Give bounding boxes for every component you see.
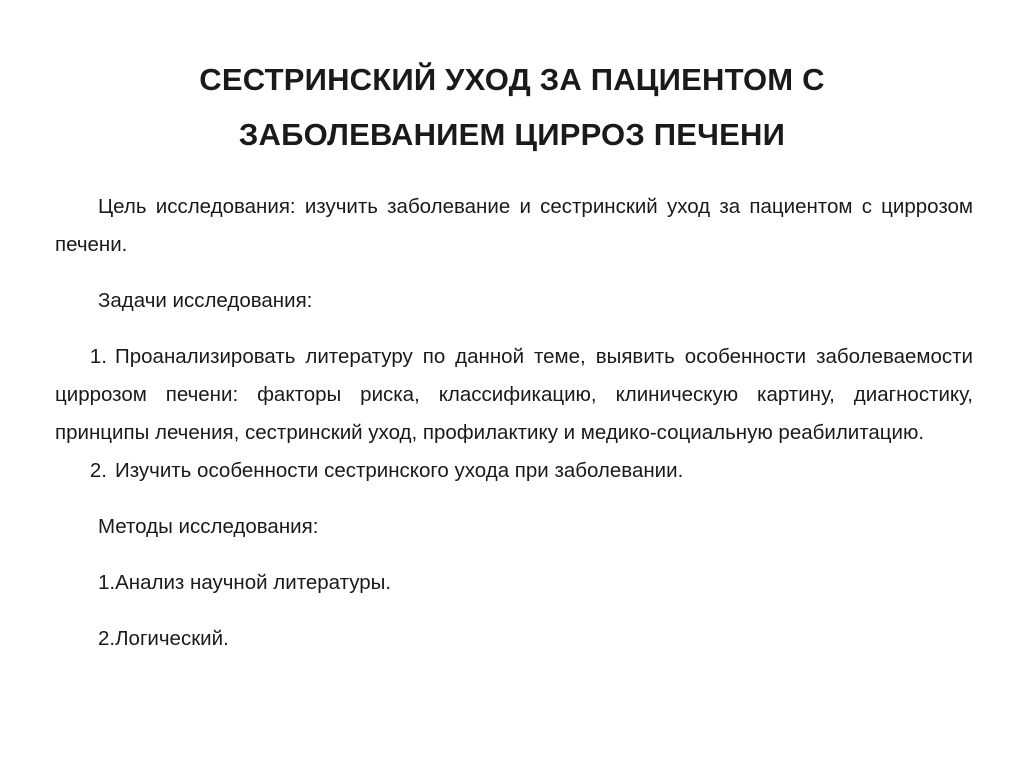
goal-paragraph: Цель исследования: изучить заболевание и сестринский уход за пациентом с циррозом печени. — [55, 195, 973, 256]
task-item-2 — [55, 452, 973, 490]
title-line-2: ЗАБОЛЕВАНИЕМ ЦИРРОЗ ПЕЧЕНИ — [238, 117, 786, 152]
methods-heading: Методы исследования: — [98, 515, 319, 538]
task-number-2: 2. — [89, 459, 107, 482]
method-item-1: 1.Анализ научной литературы. — [98, 571, 392, 594]
task-text-1: Проанализировать литературу по данной теме, выявить особенности заболеваемости циррозом печени: факторы риска, классификацию, клиническую картину, диагностику, принципы лечения, сестринский уход, профилактику и медико-социальную реабилитацию. — [55, 345, 973, 444]
method-item-2: 2.Логический. — [98, 627, 229, 650]
task-text-2: Изучить особенности сестринского ухода при заболевании. — [115, 459, 684, 482]
task-item-1 — [55, 338, 973, 452]
title-line-1: СЕСТРИНСКИЙ УХОД ЗА ПАЦИЕНТОМ С — [199, 62, 825, 97]
task-number-1: 1. — [89, 345, 107, 368]
page-title — [0, 52, 1024, 162]
document-body — [55, 188, 973, 676]
tasks-heading: Задачи исследования: — [98, 289, 313, 312]
